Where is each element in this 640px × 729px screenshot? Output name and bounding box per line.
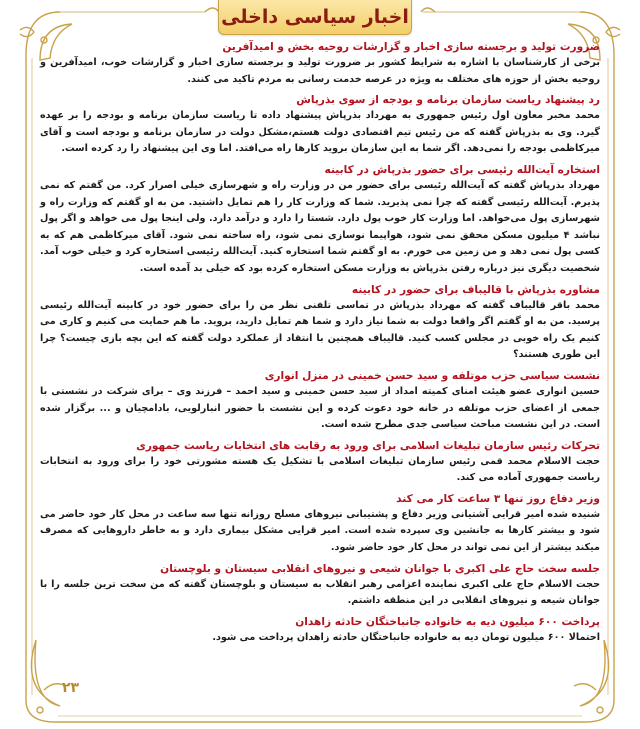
news-item (40, 562, 600, 610)
page-title-banner (218, 0, 412, 35)
news-headline: پرداخت ۶۰۰ میلیون دیه به خانواده جانباختگان حادثه زاهدان (295, 615, 600, 628)
news-body: محمد باقر قالیباف گفته که مهرداد بذرپاش در تماسی تلفنی نظر من را برای حضور خود در کابینه آیت‌الله رئیسی پرسید. من به او گفتم اگر واقعا دولت به شما نیاز دارد و شما هم تمایل دارید، بروید. ما هم حمایت می کنیم و کاری می کنیم یک راه خوبی در مجلس کسب کنید. قالیباف همچنین با انتقاد از عملکرد دولت گفته که این بچه بازی چیست؟ چرا این طوری هستند؟ (40, 299, 600, 361)
news-item (40, 439, 600, 487)
news-item (40, 492, 600, 557)
news-item (40, 93, 600, 158)
news-headline: نشست سیاسی حزب موتلفه و سید حسن خمینی در منزل انواری (264, 369, 600, 382)
news-headline: وزیر دفاع روز تنها ۳ ساعت کار می کند (396, 492, 600, 505)
news-body: احتمالا ۶۰۰ میلیون تومان دیه به خانواده جانباختگان حادثه زاهدان پرداخت می شود. (212, 631, 600, 643)
news-body: حجت الاسلام محمد قمی رئیس سازمان تبلیغات اسلامی با تشکیل یک هسته مشورتی خود را برای ورود به انتخابات ریاست جمهوری آماده می کند. (40, 455, 600, 484)
news-headline: استخاره آیت‌الله رئیسی برای حضور بذرپاش در کابینه (324, 163, 600, 176)
news-body: حجت الاسلام حاج علی اکبری نماینده اعزامی رهبر انقلاب به سیستان و بلوچستان گفته که من سخت ترین جلسه را با جوانان شیعه و نیروهای انقلابی در این منطقه داشتم. (40, 578, 600, 607)
news-body: برخی از کارشناسان با اشاره به شرایط کشور بر ضرورت تولید و برجسته سازی اخبار و گزارشات خوب، امیدآفرین و روحیه بخش از حوزه های مختلف به ویژه در عرصه خدمت رسانی به مردم تاکید می کنند. (40, 57, 600, 85)
news-item (40, 615, 600, 647)
news-body: محمد مخبر معاون اول رئیس جمهوری به مهرداد بذرپاش پیشنهاد داده تا ریاست سازمان برنامه و بودجه را بر عهده گیرد. وی به بذرپاش گفته که من رئیس تیم اقتصادی دولت هستم،مشکل دولت در سازمان برنامه و بودجه است و آقای میرکاظمی بودجه را نمی‌دهد. اگر شما به این سازمان بروید کارها راه می‌افتد. اما وی این پیشنهاد را رد کرده است. (40, 110, 600, 155)
news-item (40, 283, 600, 364)
news-body: مهرداد بذرپاش گفته که آیت‌الله رئیسی برای حضور من در وزارت راه و شهرسازی خیلی اصرار کرد. من گفتم که نمی پذیرم. آیت‌الله رئیسی گفته که چرا نمی پذیرید. شما که وزارت کار را هم تمایل داشتید. من به او گفتم که وزارت راه و شهرسازی پول می‌خواهد. اما وزارت کار خوب پول دارد. شستا را دارد و درآمد دارد. ولی اینجا پول می خواهد و اگر پول نباشد ۴ میلیون مسکن محقق نمی شود، هواپیما نوسازی نمی شود، راه ساخته نمی شود. آقای میرکاظمی هم که به کسی پول نمی دهد و من زمین می خورم. به او گفتم شما استخاره کنید. آیت‌الله رئیسی استخاره کرد و خیلی خوب آمد. شخصیت دیگری نیز درباره رفتن بذرپاش به وزارت مسکن استخاره کرده بود که خیلی بد آمده است. (40, 179, 600, 274)
news-headline: جلسه سخت حاج علی اکبری با جوانان شیعی و نیروهای انقلابی سیستان و بلوچستان (160, 562, 600, 575)
news-headline: ضرورت تولید و برجسته سازی اخبار و گزارشات روحیه بخش و امیدآفرین (222, 41, 600, 53)
news-headline: تحرکات رئیس سازمان تبلیغات اسلامی برای ورود به رقابت های انتخابات ریاست جمهوری (136, 439, 600, 452)
news-item (40, 40, 600, 88)
page-title: اخبار سیاسی داخلی (221, 6, 409, 28)
news-content (40, 40, 600, 651)
news-item (40, 369, 600, 434)
news-item (40, 163, 600, 278)
news-headline: رد پیشنهاد ریاست سازمان برنامه و بودجه از سوی بذرپاش (296, 94, 600, 107)
news-body: حسین انواری عضو هیئت امنای کمیته امداد از سید حسن خمینی و سید احمد – فرزند وی – برای شرکت در نشستی با جمعی از اعضای حزب موتلفه در خانه خود دعوت کرده و این نشست با حضور انبارلویی، بادامچیان و ... برگزار شده است. در این نشست مباحث سیاسی جدی مطرح شده است. (40, 385, 600, 431)
page-number: ۲۳ (62, 680, 80, 696)
news-body: شنیده شده امیر قرایی آشتیانی وزیر دفاع و پشتیبانی نیروهای مسلح روزانه تنها سه ساعت در محل کار خود حاضر می شود و بیشتر کارها به جانشین وی سپرده شده است. امیر قرایی مشکل بیماری دارد و به خاطر داروهایی که مصرف میکند بیشتر از این نمی تواند در محل کار خود حاضر شود. (40, 508, 600, 554)
news-headline: مشاوره بذرپاش با قالیباف برای حضور در کابینه (351, 283, 600, 296)
